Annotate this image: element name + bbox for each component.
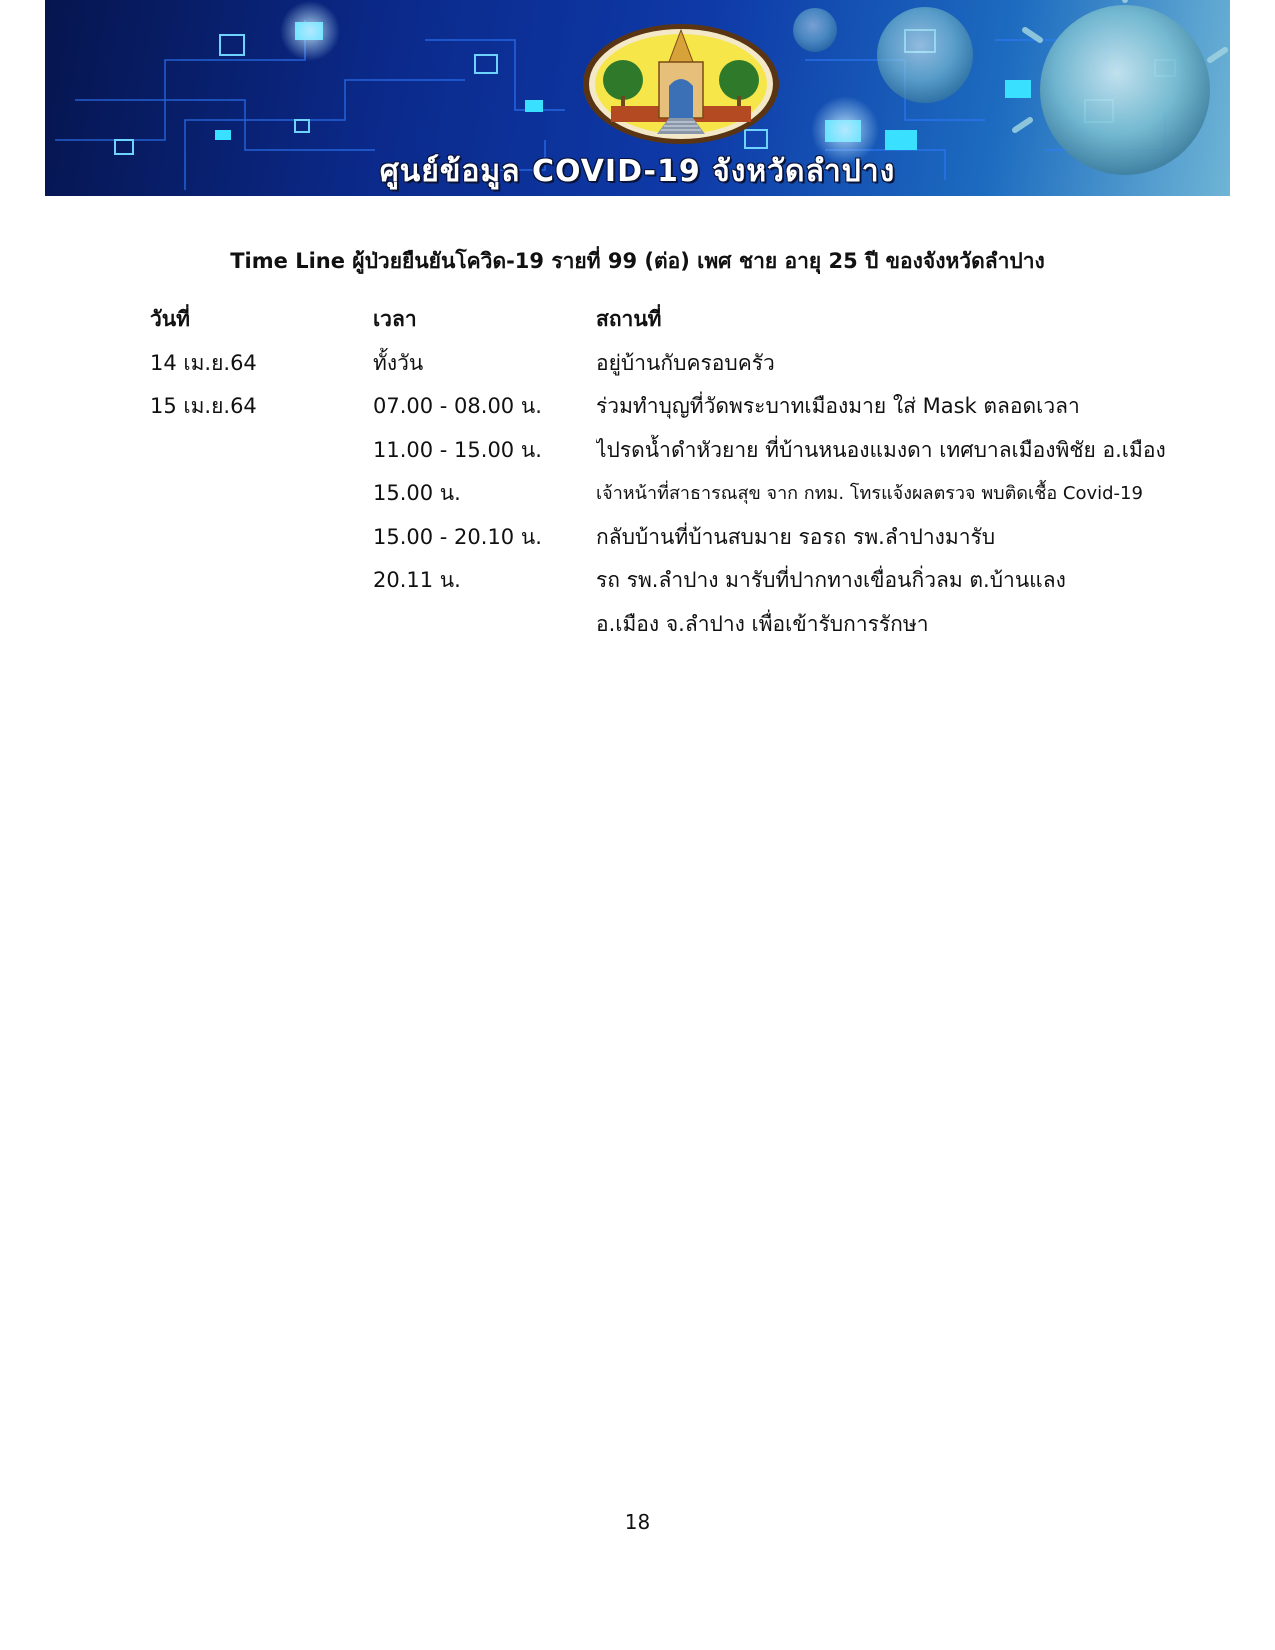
header-time: เวลา xyxy=(373,307,417,331)
table-row xyxy=(150,472,1170,516)
header-date: วันที่ xyxy=(150,307,190,331)
row-place: ไปรดน้ำดำหัวยาย ที่บ้านหนองแมงดา เทศบาลเมืองพิชัย อ.เมือง xyxy=(596,437,1166,462)
table-row xyxy=(150,559,1170,603)
row-time: 07.00 - 08.00 น. xyxy=(373,394,542,418)
row-place: กลับบ้านที่บ้านสบมาย รอรถ รพ.ลำปางมารับ xyxy=(596,524,996,549)
banner-title: ศูนย์ข้อมูล COVID-19 จังหวัดลำปาง xyxy=(379,154,896,189)
row-time: 15.00 น. xyxy=(373,481,461,505)
table-header-row xyxy=(150,298,1170,342)
timeline-table xyxy=(150,298,1170,646)
table-row xyxy=(150,429,1170,473)
lampang-seal-logo xyxy=(581,22,781,146)
row-time: 15.00 - 20.10 น. xyxy=(373,524,542,549)
document-title: Time Line ผู้ป่วยยืนยันโควิด-19 รายที่ 99 (ต่อ) เพศ ชาย อายุ 25 ปี ของจังหวัดลำปาง xyxy=(230,249,1045,273)
row-place: ร่วมทำบุญที่วัดพระบาทเมืองมาย ใส่ Mask ตลอดเวลา xyxy=(596,394,1080,418)
row-place: รถ รพ.ลำปาง มารับที่ปากทางเขื่อนกิ่วลม ต.บ้านแลง xyxy=(596,568,1066,592)
table-row xyxy=(150,342,1170,386)
row-place: อยู่บ้านกับครอบครัว xyxy=(596,350,775,375)
table-row xyxy=(150,516,1170,560)
row-place: เจ้าหน้าที่สาธารณสุข จาก กทม. โทรแจ้งผลตรวจ พบติดเชื้อ Covid-19 xyxy=(596,483,1143,504)
header-place: สถานที่ xyxy=(596,307,662,331)
header-banner xyxy=(45,0,1230,196)
row-date: 14 เม.ย.64 xyxy=(150,350,257,375)
table-row xyxy=(150,385,1170,429)
row-place: อ.เมือง จ.ลำปาง เพื่อเข้ารับการรักษา xyxy=(596,611,929,636)
page-number: 18 xyxy=(624,1510,651,1534)
table-row xyxy=(150,603,1170,647)
row-date: 15 เม.ย.64 xyxy=(150,394,257,418)
row-time: 11.00 - 15.00 น. xyxy=(373,437,542,462)
row-time: 20.11 น. xyxy=(373,568,461,592)
row-time: ทั้งวัน xyxy=(373,350,424,375)
